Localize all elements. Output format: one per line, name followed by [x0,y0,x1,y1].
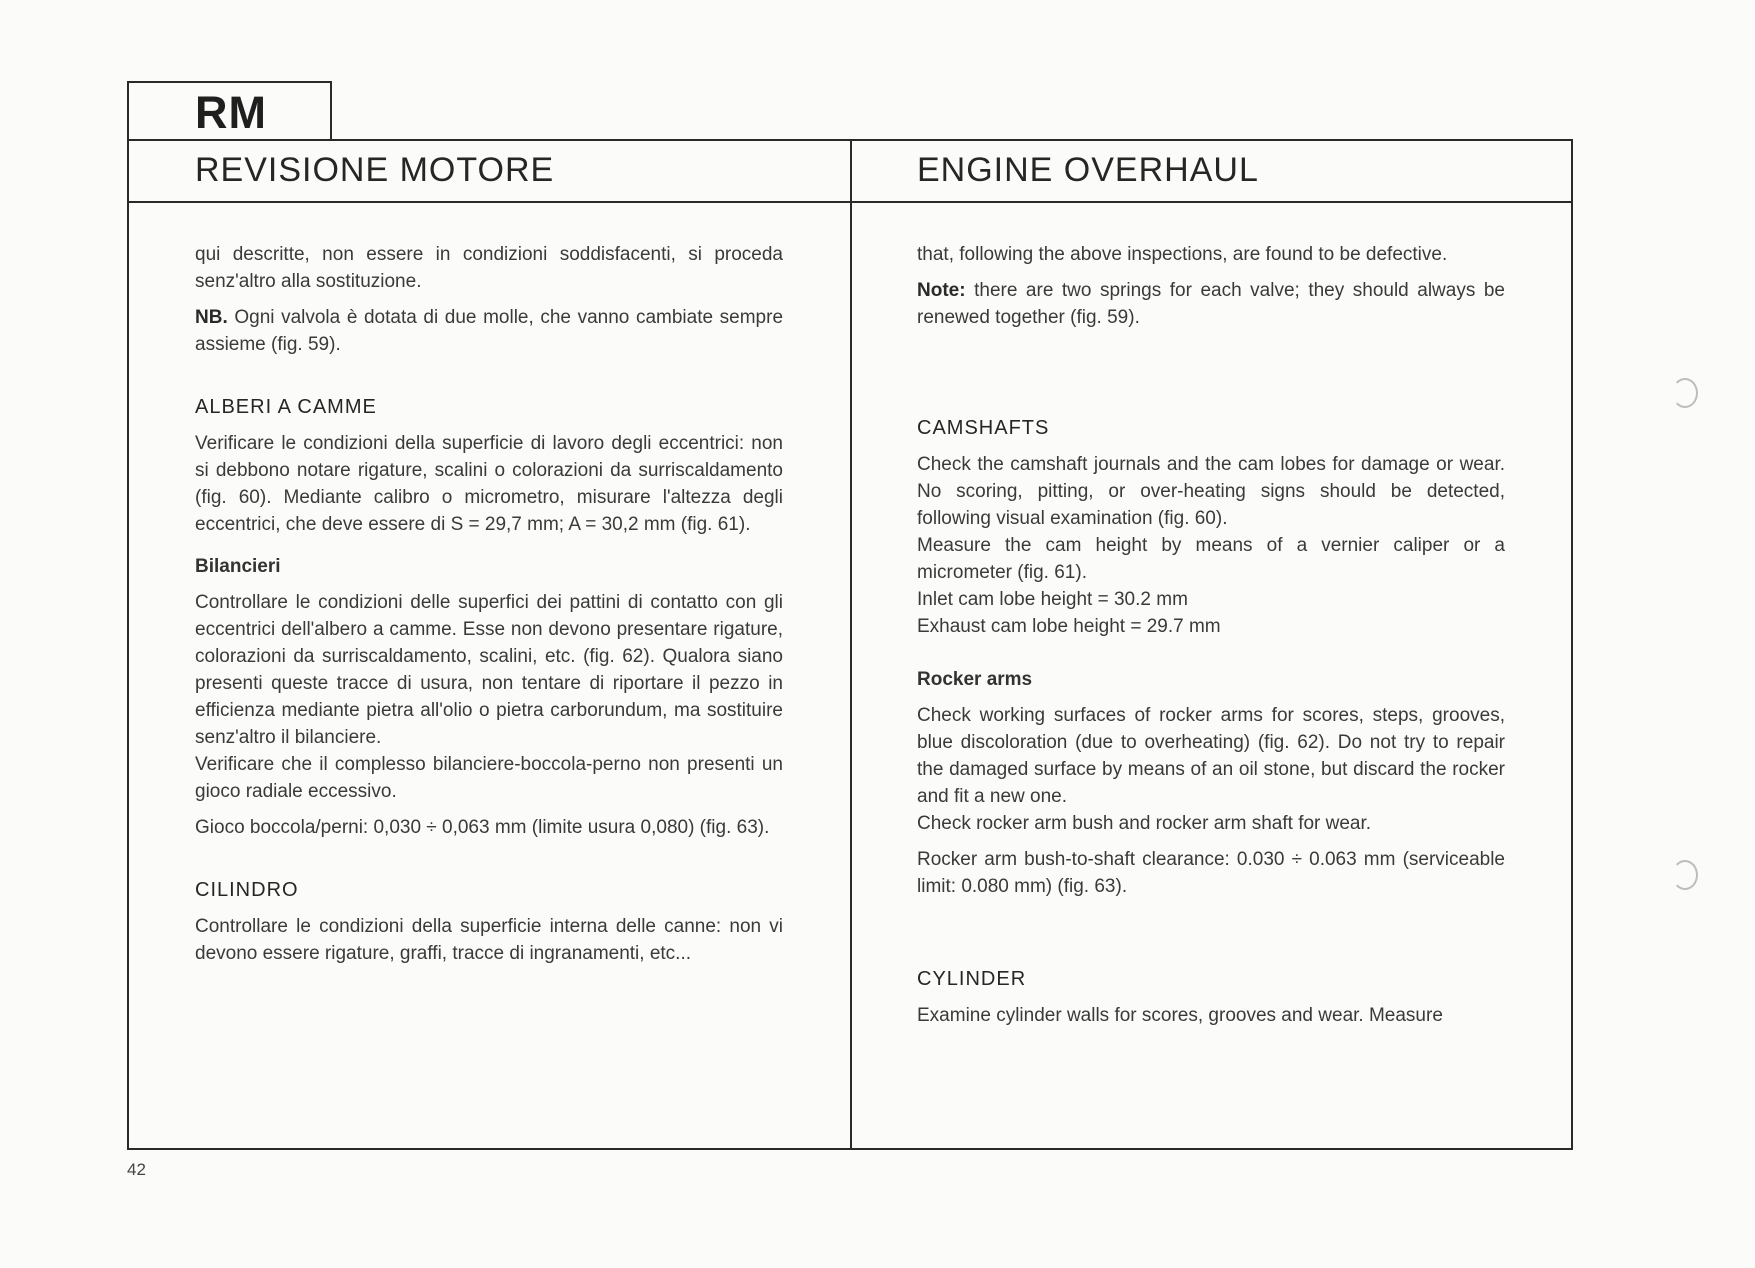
italian-column [195,241,783,967]
rockers-paragraph-3: Rocker arm bush-to-shaft clearance: 0.030 ÷ 0.063 mm (serviceable limit: 0.080 mm) (fig. 63). [917,849,1505,897]
cylinder-paragraph: Controllare le condizioni della superficie interna delle canne: non vi devono essere rigature, graffi, tracce di ingranamenti, etc... [195,916,783,964]
rockers-heading: Rocker arms [917,669,1033,690]
rockers-paragraph-2: Check rocker arm bush and rocker arm shaft for wear. [917,813,1372,834]
camshafts-paragraph-1: Check the camshaft journals and the cam lobes for damage or wear. No scoring, pitting, or over-heating signs should be detected, following visual examination (fig. 60). [917,454,1505,529]
camshafts-heading: ALBERI A CAMME [195,396,377,418]
intro-paragraph: that, following the above inspections, are found to be defective. [917,244,1448,265]
rockers-heading: Bilancieri [195,556,281,577]
camshafts-paragraph: Verificare le condizioni della superficie di lavoro degli eccentrici: non si debbono notare rigature, scalini o colorazioni da surriscaldamento (fig. 60). Mediante calibro o micrometro, misurare l'altezza degli eccentrici, che deve essere di S = 29,7 mm; A = 30,2 mm (fig. 61). [195,433,783,535]
rockers-paragraph-2: Verificare che il complesso bilanciere-boccola-perno non presenti un gioco radiale eccessivo. [195,754,783,802]
binder-hole-bottom [1672,860,1698,890]
rockers-paragraph-1: Check working surfaces of rocker arms for scores, steps, grooves, blue discoloration (due to overheating) (fig. 62). Do not try to repair the damaged surface by means of an oil stone, but discard the rocker and fit a new one. [917,705,1505,807]
content-frame [127,139,1573,1150]
cylinder-paragraph: Examine cylinder walls for scores, grooves and wear. Measure [917,1005,1443,1026]
english-column [917,241,1505,1029]
camshafts-paragraph-2: Measure the cam height by means of a vernier caliper or a micrometer (fig. 61). [917,535,1505,583]
column-divider [850,141,852,1148]
intro-paragraph: qui descritte, non essere in condizioni soddisfacenti, si proceda senz'altro alla sostituzione. [195,244,783,292]
camshafts-exhaust-height: Exhaust cam lobe height = 29.7 mm [917,616,1221,637]
header-title-english: ENGINE OVERHAUL [917,151,1259,189]
note-label: NB. [195,307,228,328]
cylinder-heading: CYLINDER [917,968,1027,990]
note-text: there are two springs for each valve; they should always be renewed together (fig. 59). [917,280,1505,328]
note-label: Note: [917,280,966,301]
note-paragraph [195,304,783,358]
cylinder-heading: CILINDRO [195,879,299,901]
binder-hole-top [1672,378,1698,408]
camshafts-inlet-height: Inlet cam lobe height = 30.2 mm [917,589,1188,610]
rockers-paragraph-3: Gioco boccola/perni: 0,030 ÷ 0,063 mm (limite usura 0,080) (fig. 63). [195,817,770,838]
rockers-paragraph-1: Controllare le condizioni delle superfici dei pattini di contatto con gli eccentrici dell'albero a camme. Esse non devono presentare rigature, colorazioni da surriscaldamento, scalini, etc. (fig. 62). Qualora siano presenti queste tracce di usura, non tentare di riportare il pezzo in efficienza mediante pietra all'olio o pietra carborundum, ma sostituire senz'altro il bilanciere. [195,592,783,748]
note-paragraph [917,277,1505,331]
camshafts-heading: CAMSHAFTS [917,417,1050,439]
section-tab [127,81,332,139]
page-number: 42 [127,1160,146,1179]
note-text: Ogni valvola è dotata di due molle, che vanno cambiate sempre assieme (fig. 59). [195,307,784,355]
header-title-italian: REVISIONE MOTORE [195,151,555,189]
section-code: RM [195,87,267,138]
